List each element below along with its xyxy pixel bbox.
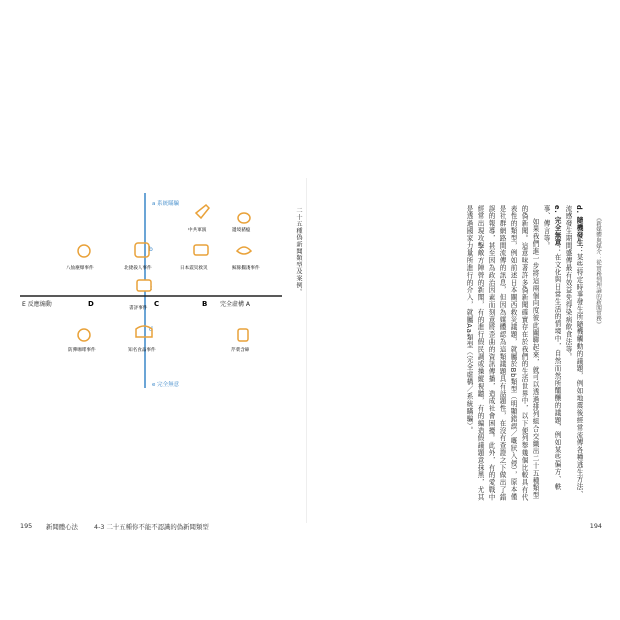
metro-icon [135,243,149,257]
col-label-c: C [154,300,160,308]
icon-label: 知名食品事件 [128,348,156,353]
dust-explosion-icon [78,245,90,257]
axis-bottom-label: e 完全無意 [152,382,180,388]
book-gutter [306,178,307,523]
news-type-diagram [20,193,303,413]
icon-coffee [68,329,96,353]
body-text [463,205,584,503]
chapter-title: 4-3 二十五種你不能不認識的偽新聞類型 [94,523,209,531]
axis-left-label: E 反應煽動 [22,301,52,308]
icon-label: 邊境豬瘟 [232,228,251,233]
col-label-b: B [202,300,208,308]
paragraph-e [540,205,562,503]
book-title: 新聞體心法 [46,523,78,531]
side-note: 二十五種偽新聞類型及案例。 [295,207,302,296]
rocket-icon [196,205,209,218]
col-label-d: D [88,300,94,308]
axis-top-label: a 系統瞞騙 [152,201,180,207]
paragraph-d [562,205,584,503]
paragraph-text: 如果我們進一步將這兩個向度彼此關聯起來，就可以透過排列組合交織出二十五種類型的偽新聞。這意味著許多偽新聞確實存在於我們的生活世界中，以下便列舉幾個比較具有代表性的類型，例如前述日本關西救災議題，就屬於Bb類型（明顯錯誤／嘅狀入侵），原本僅是社群網路間流傳的訊息，但因為媒體認為這類議題具有話題性，在沒有查證之下做出了錯誤的報導，甚至因為政治因素而刻意將歪曲的資訊傳播，造成社會困擾。此外，有的愛戰中經常出現攻擊敵方陣營的新聞，有的進行假民調或操縱視聽，有的編造假議題意抹黑，尤其是透過國家力量所進行的介入，就屬Aa類型（完全虛構／系統瞞騙）。 [465,205,539,501]
icon-quake [180,245,208,271]
jar-icon [238,329,248,341]
page-number-right: 194 [589,522,602,530]
rescue-vehicle-icon [194,245,208,255]
icon-label: 北捷殺人事件 [124,266,152,271]
running-header: 《新媒體與媒介：從實務到理論的新聞實務》 [595,215,601,327]
axis-right-label: 完全虛構 A [220,301,251,308]
icon-mrt [124,243,152,271]
icon-pig [232,213,251,233]
icon-military [188,205,209,233]
icon-label: 防彈咖啡事件 [68,348,96,353]
whale-icon [237,247,251,254]
pig-icon [238,213,250,223]
icon-food [128,326,156,353]
paragraph-text: 某些特定時事發生所隨機觸動的議題，例如地震後經常流傳各種逃生方法、流感發生期間盛傳最有效益免得染病飲食法等。 [564,205,583,499]
icon-label: 鯨豚擱淺事件 [232,266,260,271]
row-label-b: b [149,246,153,253]
icon-celery [231,329,250,353]
coffee-icon [78,329,90,341]
right-page [312,175,602,545]
paragraph-text: 在文化與日常生活的情境中，自然而然所醞釀的議題，例如某些偏方、軼事、傳言等。 [542,205,561,491]
icon-label: 芹菜含砷 [231,348,250,353]
icon-label: 八仙塵爆事件 [66,266,94,271]
paragraph-lead: e. 完全無意： [553,205,561,254]
paragraph-lead: d. 隨機發生： [575,205,583,254]
icon-label: 日本震災救災 [180,266,208,271]
icon-baxian [66,245,94,271]
icon-label: 中共軍演 [188,228,207,233]
left-page [20,175,303,545]
paragraph-main [463,205,540,503]
row-label-d: d [149,326,153,333]
icon-whale [232,247,260,271]
icon-label: 書評事件 [129,306,148,311]
page-number-left: 195 [20,522,33,530]
comment-icon [137,280,151,291]
